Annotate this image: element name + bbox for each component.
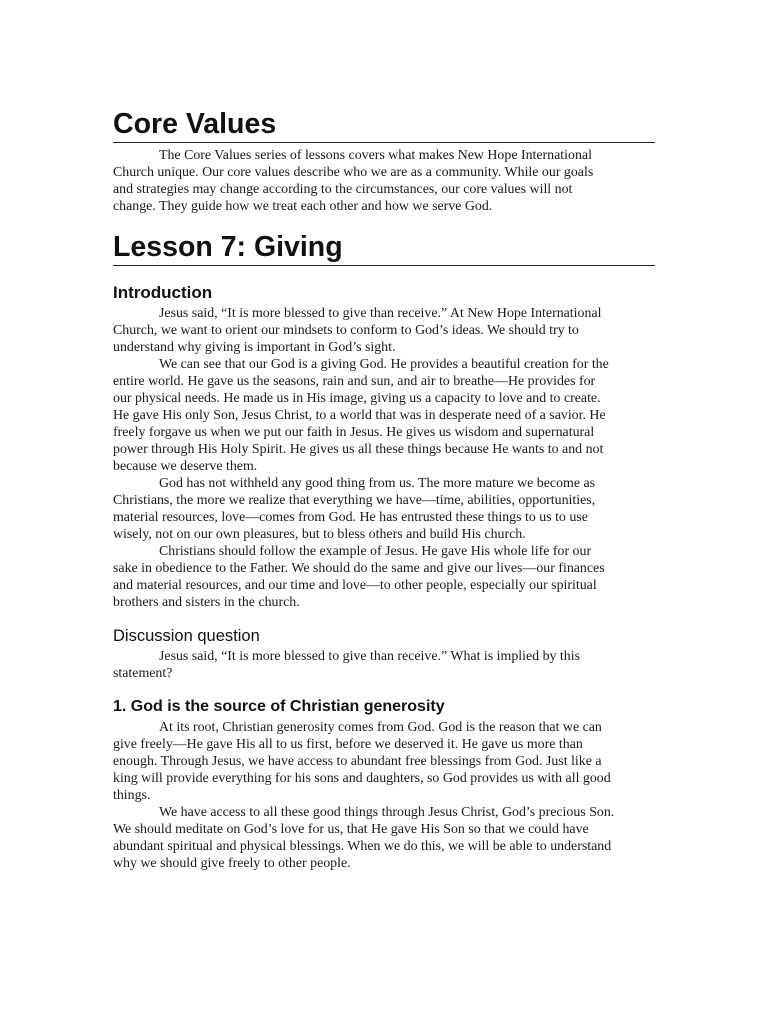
text-line: things. [113,788,151,803]
text-line: God has not withheld any good thing from us. The more mature we become as [159,476,596,491]
introduction-paragraph-4 [113,543,655,611]
text-line: power through His Holy Spirit. He gives us all these things because He wants to and not [113,442,604,457]
section-1-paragraph-2 [113,804,655,872]
text-line: He gave His only Son, Jesus Christ, to a world that was in desperate need of a savior. He [113,408,606,423]
text-line: Jesus said, “It is more blessed to give than receive.” At New Hope International [159,306,602,321]
section-1-paragraph-1 [113,719,655,804]
text-line: abundant spiritual and physical blessings. When we do this, we will be able to understand [113,839,612,854]
lesson-title: Lesson 7: Giving [113,231,655,266]
text-line: Christians, the more we realize that everything we have—time, abilities, opportunities, [113,493,596,508]
text-line: material resources, love—comes from God. He has entrusted these things to us to use [113,510,588,525]
text-line: sake in obedience to the Father. We should do the same and give our lives—our finances [113,561,605,576]
text-line: Christians should follow the example of Jesus. He gave His whole life for our [159,544,592,559]
text-line: freely forgave us when we put our faith in Jesus. He gives us wisdom and supernatural [113,425,595,440]
text-line: We should meditate on God’s love for us, that He gave His Son so that we could have [113,822,589,837]
introduction-paragraph-3 [113,475,655,543]
introduction-paragraph-2 [113,356,655,475]
core-values-heading: Core Values [113,108,655,143]
text-line: Church unique. Our core values describe who we are as a community. While our goals [113,165,594,180]
text-line: and material resources, and our time and love—to other people, especially our spiritual [113,578,597,593]
text-line: change. They guide how we treat each other and how we serve God. [113,199,493,214]
text-line: We can see that our God is a giving God. He provides a beautiful creation for the [159,357,609,372]
core-values-paragraph [113,147,655,215]
text-line: king will provide everything for his sons and daughters, so God provides us with all good [113,771,611,786]
text-line: statement? [113,666,173,681]
text-line: understand why giving is important in God’s sight. [113,340,396,355]
discussion-paragraph [113,648,655,682]
text-line: because we deserve them. [113,459,258,474]
text-line: We have access to all these good things through Jesus Christ, God’s precious Son. [159,805,615,820]
text-line: and strategies may change according to the circumstances, our core values will not [113,182,573,197]
text-line: entire world. He gave us the seasons, rain and sun, and air to breathe—He provides for [113,374,596,389]
text-line: Church, we want to orient our mindsets to conform to God’s ideas. We should try to [113,323,579,338]
text-line: Jesus said, “It is more blessed to give than receive.” What is implied by this [159,649,580,664]
text-line: give freely—He gave His all to us first, before we deserved it. He gave us more than [113,737,583,752]
text-line: The Core Values series of lessons covers what makes New Hope International [159,148,592,163]
introduction-paragraph-1 [113,305,655,356]
document-page [113,0,655,872]
text-line: At its root, Christian generosity comes from God. God is the reason that we can [159,720,602,735]
text-line: our physical needs. He made us in His image, giving us a capacity to love and to create. [113,391,601,406]
text-line: enough. Through Jesus, we have access to abundant free blessings from God. Just like a [113,754,602,769]
introduction-heading: Introduction [113,283,213,302]
text-line: why we should give freely to other people. [113,856,351,871]
text-line: wisely, not on our own pleasures, but to bless others and build His church. [113,527,526,542]
discussion-question-heading: Discussion question [113,627,260,645]
section-1-heading: 1. God is the source of Christian generosity [113,698,445,715]
text-line: brothers and sisters in the church. [113,595,300,610]
